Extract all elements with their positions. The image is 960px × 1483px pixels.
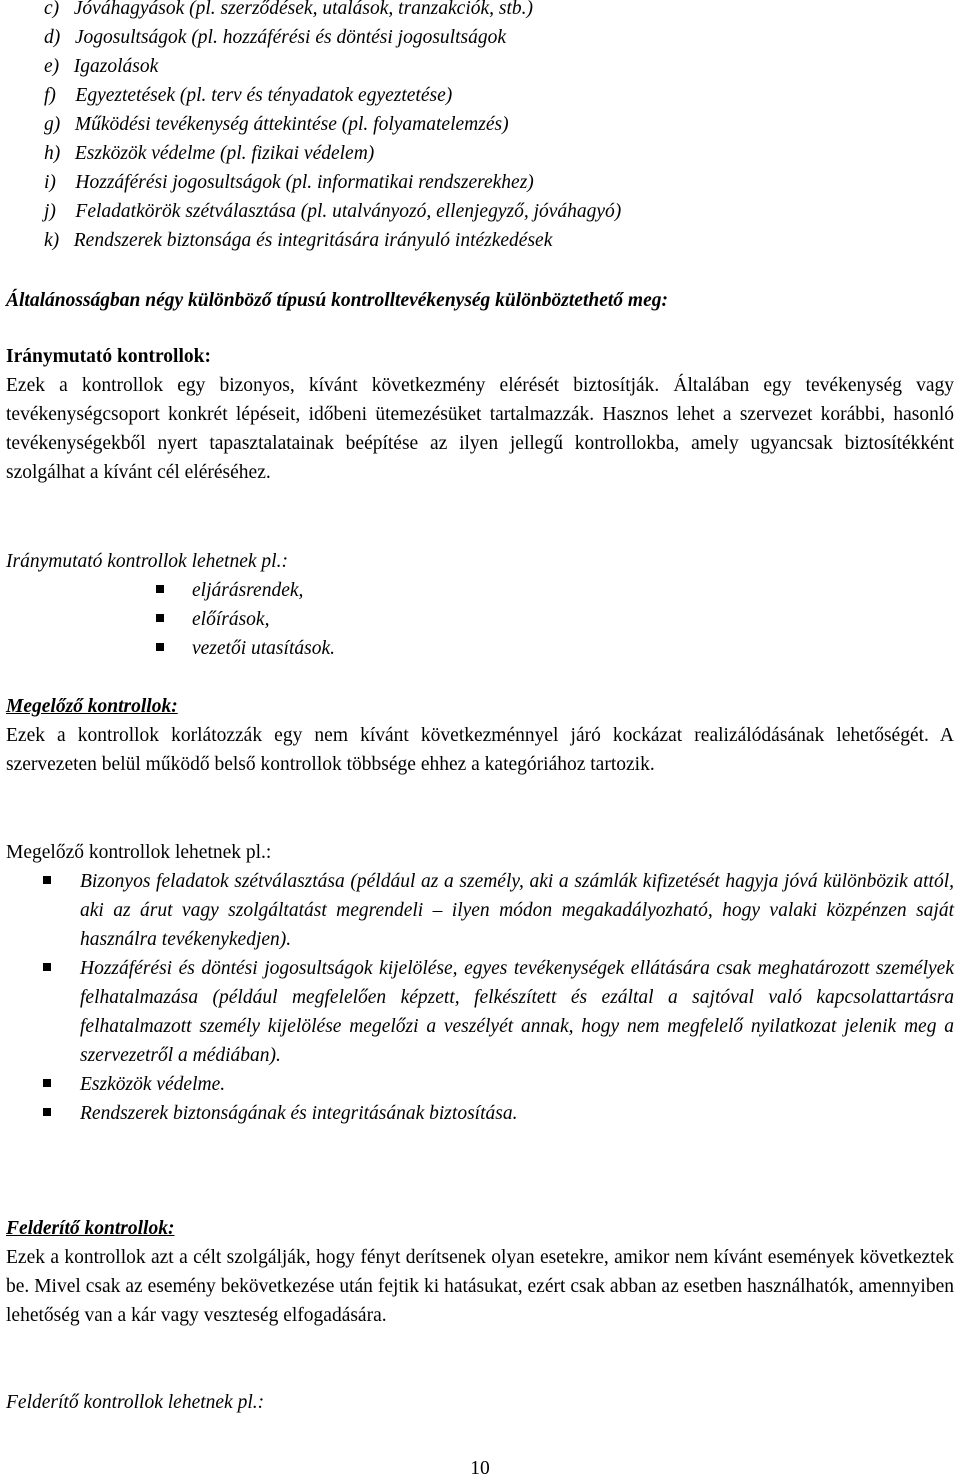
directive-paragraph: Ezek a kontrollok egy bizonyos, kívánt következmény elérését biztosítják. Általában egy tevékenység vagy tevékenységcsoport konkrét lépéseit, időbeni ütemezésüket tartalmazzák. Hasznos lehet a szervezet korábbi, hasonló tevékenységekből nyert tapasztalatainak beépítése az ilyen jellegű kontrollokba, amely ugyancsak biztosítékként szolgálhat a kívánt cél eléréséhez. <box>6 375 954 483</box>
detective-paragraph: Ezek a kontrollok azt a célt szolgálják, hogy fényt derítsenek olyan esetekre, amikor nem kívánt események következtek be. Mivel csak az esemény bekövetkezése után fejtik ki hatásukat, ezért csak abban az esetben használhatók, amennyiben lehetőség van a kár vagy veszteség elfogadására. <box>6 1247 954 1326</box>
general-heading: Általánosságban négy különböző típusú kontrolltevékenység különböztethető meg: <box>6 290 668 311</box>
page-number: 10 <box>470 1458 490 1479</box>
preventive-examples-list <box>6 867 954 1128</box>
square-bullet-icon <box>156 643 164 651</box>
directive-examples-intro: Iránymutató kontrollok lehetnek pl.: <box>6 551 288 572</box>
list-item: Rendszerek biztonságának és integritásának biztosítása. <box>6 1099 954 1128</box>
list-item: vezetői utasítások. <box>6 634 954 663</box>
list-item: Bizonyos feladatok szétválasztása (például az a személy, aki a számlák kifizetését hagyja jóvá különbözik attól, aki az árut vagy szolgáltatást megrendeli – ilyen módon megakadályozható, hogy valaki közpénzen saját használra tevékenykedjen). <box>6 867 954 954</box>
square-bullet-icon <box>156 614 164 622</box>
square-bullet-icon <box>43 963 51 971</box>
list-item: d) Jogosultságok (pl. hozzáférési és döntési jogosultságok <box>44 27 507 48</box>
detective-examples-intro: Felderítő kontrollok lehetnek pl.: <box>6 1392 265 1413</box>
list-item: k) Rendszerek biztonsága és integritására irányuló intézkedések <box>44 230 553 251</box>
detective-heading: Felderítő kontrollok: <box>6 1218 175 1239</box>
list-item: e) Igazolások <box>44 56 159 77</box>
list-item: eljárásrendek, <box>6 576 954 605</box>
list-item: c) Jóváhagyások (pl. szerződések, utalások, tranzakciók, stb.) <box>44 0 534 19</box>
directive-heading: Iránymutató kontrollok: <box>6 346 211 367</box>
list-item: i) Hozzáférési jogosultságok (pl. informatikai rendszerekhez) <box>44 172 534 193</box>
list-item: h) Eszközök védelme (pl. fizikai védelem) <box>44 143 375 164</box>
square-bullet-icon <box>43 1079 51 1087</box>
directive-examples-list <box>6 576 954 663</box>
list-item: g) Működési tevékenység áttekintése (pl. folyamatelemzés) <box>44 114 509 135</box>
square-bullet-icon <box>43 876 51 884</box>
preventive-paragraph: Ezek a kontrollok korlátozzák egy nem kívánt következménnyel járó kockázat realizálódásának lehetőségét. A szervezeten belül működő belső kontrollok többsége ehhez a kategóriához tartozik. <box>6 725 954 775</box>
square-bullet-icon <box>156 585 164 593</box>
preventive-heading: Megelőző kontrollok: <box>6 696 178 717</box>
list-item: előírások, <box>6 605 954 634</box>
list-item: f) Egyeztetések (pl. terv és tényadatok egyeztetése) <box>44 85 453 106</box>
preventive-examples-intro: Megelőző kontrollok lehetnek pl.: <box>6 842 272 863</box>
list-item: Eszközök védelme. <box>6 1070 954 1099</box>
list-item: j) Feladatkörök szétválasztása (pl. utalványozó, ellenjegyző, jóváhagyó) <box>44 201 622 222</box>
list-item: Hozzáférési és döntési jogosultságok kijelölése, egyes tevékenységek ellátására csak meghatározott személyek felhatalmazása (például megfelelően képzett, felkészített és ezáltal a sajtóval való kapcsolattartásra felhatalmazott személy kijelölése megelőzi a veszélyét annak, hogy nem megfelelő nyilatkozat jelenik meg a szervezetről a médiában). <box>6 954 954 1070</box>
lettered-list <box>44 0 944 255</box>
square-bullet-icon <box>43 1108 51 1116</box>
